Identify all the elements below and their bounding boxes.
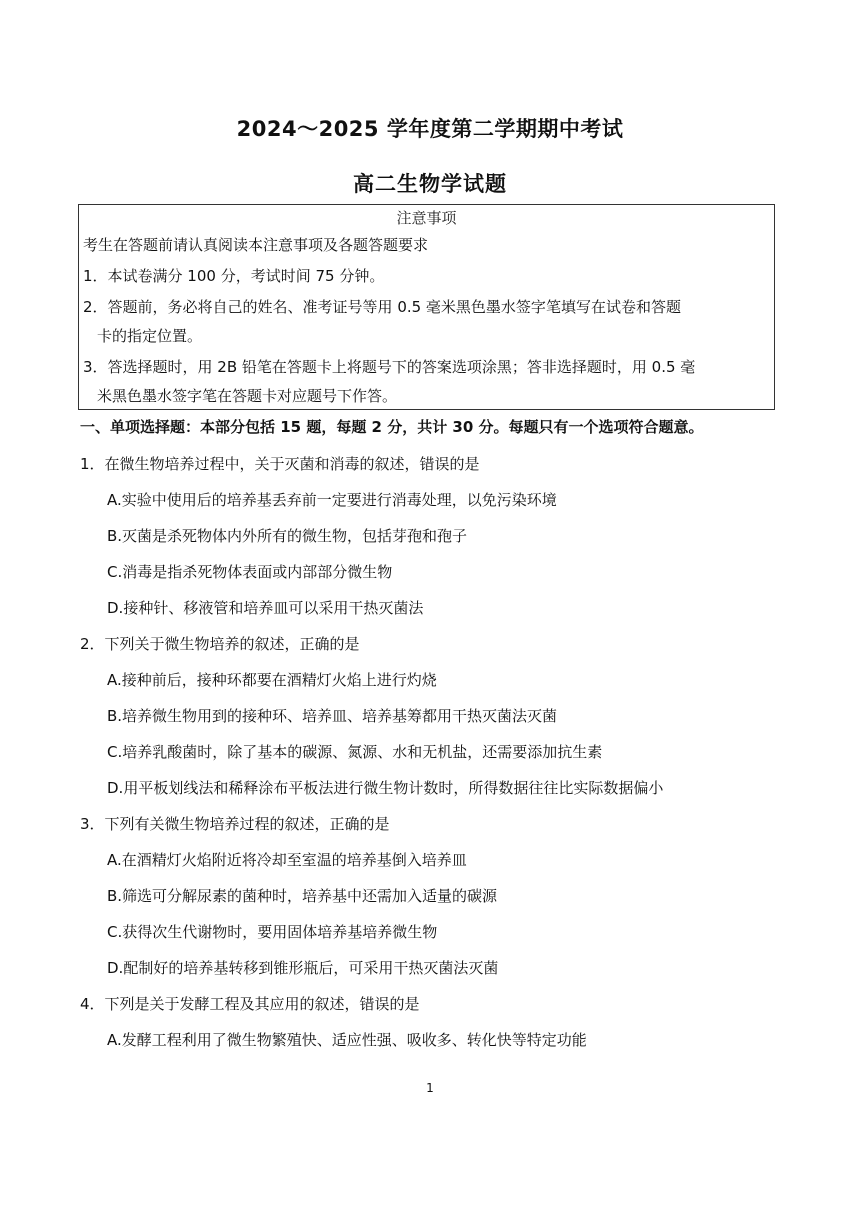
question-2-option-b: B.培养微生物用到的接种环、培养皿、培养基筹都用干热灭菌法灭菌 <box>107 707 558 725</box>
question-2-option-d: D.用平板划线法和稀释涂布平板法进行微生物计数时，所得数据往往比实际数据偏小 <box>107 779 664 797</box>
question-3-stem: 3．下列有关微生物培养过程的叙述，正确的是 <box>80 815 390 833</box>
exam-title: 2024～2025 学年度第二学期期中考试 <box>236 117 624 141</box>
question-3-option-c: C.获得次生代谢物时，要用固体培养基培养微生物 <box>107 923 438 941</box>
question-1-option-a: A.实验中使用后的培养基丢弃前一定要进行消毒处理，以免污染环境 <box>107 491 557 509</box>
section-heading: 一、单项选择题：本部分包括 15 题，每题 2 分，共计 30 分。每题只有一个选项符合题意。 <box>80 418 704 436</box>
question-1-option-d: D.接种针、移液管和培养皿可以采用干热灭菌法 <box>107 599 424 617</box>
question-3-option-d: D.配制好的培养基转移到锥形瓶后，可采用干热灭菌法灭菌 <box>107 959 499 977</box>
question-4-option-a: A.发酵工程利用了微生物繁殖快、适应性强、吸收多、转化快等特定功能 <box>107 1031 587 1049</box>
notice-heading: 注意事项 <box>396 209 457 227</box>
notice-intro: 考生在答题前请认真阅读本注意事项及各题答题要求 <box>83 236 429 254</box>
question-2-option-c: C.培养乳酸菌时，除了基本的碳源、氮源、水和无机盐，还需要添加抗生素 <box>107 743 603 761</box>
question-1-stem: 1．在微生物培养过程中，关于灭菌和消毒的叙述，错误的是 <box>80 455 480 473</box>
question-1-option-c: C.消毒是指杀死物体表面或内部部分微生物 <box>107 563 393 581</box>
notice-item-3-continued: 米黑色墨水签字笔在答题卡对应题号下作答。 <box>97 387 398 405</box>
notice-item-3: 3．答选择题时，用 2B 铅笔在答题卡上将题号下的答案选项涂黑；答非选择题时，用 0.5 毫 <box>83 358 696 376</box>
page-number: 1 <box>426 1081 434 1095</box>
notice-item-1: 1．本试卷满分 100 分，考试时间 75 分钟。 <box>83 267 385 285</box>
question-3-option-b: B.筛选可分解尿素的菌种时，培养基中还需加入适量的碳源 <box>107 887 498 905</box>
notice-item-2-continued: 卡的指定位置。 <box>97 327 203 345</box>
question-2-option-a: A.接种前后，接种环都要在酒精灯火焰上进行灼烧 <box>107 671 437 689</box>
question-4-stem: 4．下列是关于发酵工程及其应用的叙述，错误的是 <box>80 995 420 1013</box>
exam-subject-title: 高二生物学试题 <box>353 172 507 196</box>
question-3-option-a: A.在酒精灯火焰附近将冷却至室温的培养基倒入培养皿 <box>107 851 467 869</box>
notice-item-2: 2．答题前，务必将自己的姓名、准考证号等用 0.5 毫米黑色墨水签字笔填写在试卷和答题 <box>83 298 681 316</box>
question-1-option-b: B.灭菌是杀死物体内外所有的微生物，包括芽孢和孢子 <box>107 527 468 545</box>
notice-box <box>78 204 775 410</box>
question-2-stem: 2．下列关于微生物培养的叙述，正确的是 <box>80 635 360 653</box>
